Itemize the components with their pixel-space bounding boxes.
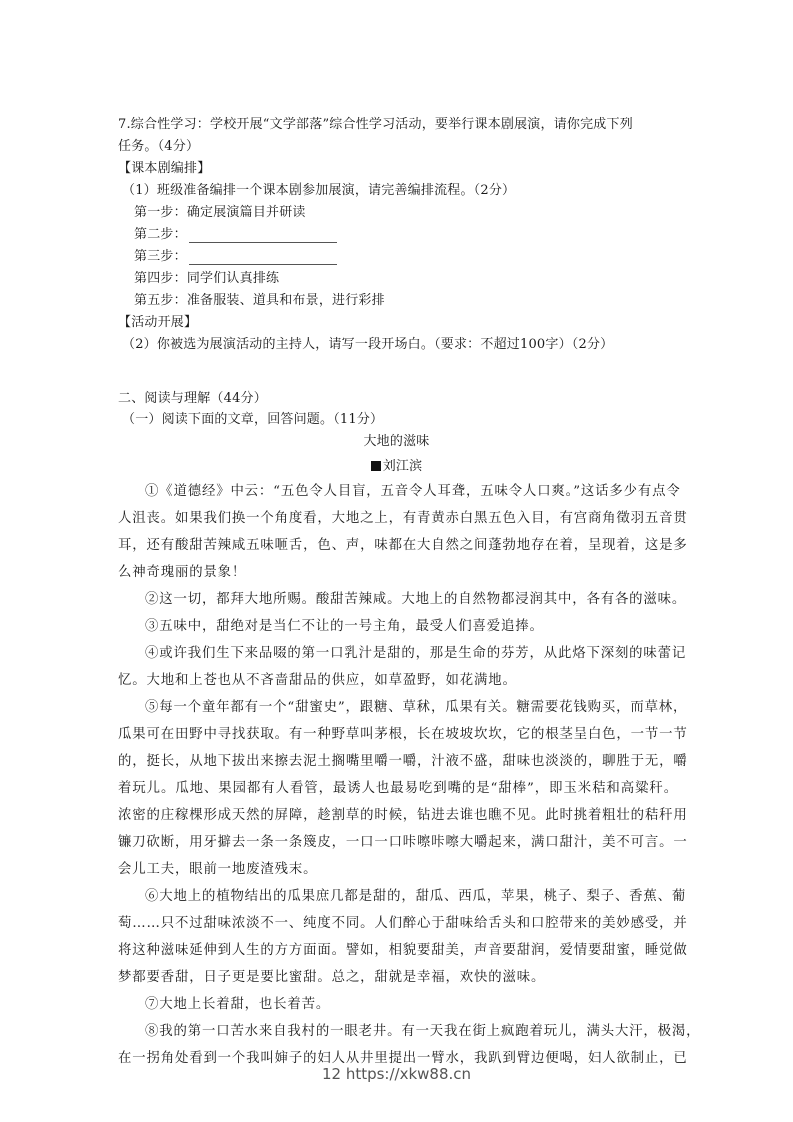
author-name: 刘江滨 <box>382 459 423 474</box>
article-line: 瓜果可在田野中寻找获取。有一种野草叫茅根，长在坡坡坎坎，它的根茎呈白色，一节一节 <box>118 727 688 742</box>
step-label: 第三步： <box>134 249 187 264</box>
article-line: 人沮丧。如果我们换一个角度看，大地之上，有青黄赤白黑五色入目，有宫商角徵羽五音贯 <box>118 511 688 526</box>
article-line: ②这一切，都拜大地所赐。酸甜苦辣咸。大地上的自然物都浸润其中，各有各的滋味。 <box>145 592 687 607</box>
article-line: 么神奇瑰丽的景象！ <box>118 565 247 580</box>
step-4 <box>134 271 279 287</box>
page-footer <box>0 1065 793 1083</box>
article-line: 萄……只不过甜味浓淡不一、纯度不同。人们醉心于甜味给舌头和口腔带来的美妙感受，并 <box>118 916 688 931</box>
section-heading-activity: 【活动开展】 <box>118 315 198 330</box>
question-7-line-2: 任务。（4分） <box>118 139 200 154</box>
step-text: 确定展演篇目并研读 <box>186 205 306 220</box>
page-number: 12 <box>321 1065 342 1083</box>
step-label: 第五步： <box>134 293 187 308</box>
article-line: 着玩儿。瓜地、果园都有人看管，最诱人也最易吃到嘴的是“甜棒”，即玉米秸和高粱秆。 <box>118 781 678 796</box>
article-author <box>0 459 793 475</box>
section-heading-script-arrangement: 【课本剧编排】 <box>118 161 211 176</box>
article-line: ①《道德经》中云：“五色令人目盲，五音令人耳聋，五味令人口爽。”这话多少有点令 <box>145 484 681 499</box>
step-3 <box>134 249 337 265</box>
square-bullet-icon <box>371 461 381 471</box>
article-line: 耳，还有酸甜苦辣咸五味咂舌，色、声，味都在大自然之间蓬勃地存在着，呈现着，这是多 <box>118 538 688 553</box>
article-line: 在一拐角处看到一个我叫婶子的妇人从井里提出一臂水，我趴到臂边便喝，妇人欲制止，已 <box>118 1051 688 1066</box>
question-7-line-1: 7.综合性学习：学校开展“文学部落”综合性学习活动，要举行课本剧展演，请你完成下列 <box>118 117 633 132</box>
step-label: 第四步： <box>134 271 187 286</box>
article-title: 大地的滋味 <box>363 434 430 449</box>
article-line: ④或许我们生下来品啜的第一口乳汁是甜的，那是生命的芬芳，从此烙下深刻的味蕾记 <box>145 646 687 661</box>
answer-blank-step-2[interactable] <box>189 230 337 243</box>
article-line: ⑧我的第一口苦水来自我村的一眼老井。有一天我在街上疯跑着玩儿，满头大汗，极渴， <box>145 1024 701 1039</box>
article-line: ⑥大地上的植物结出的瓜果庶几都是甜的，甜瓜、西瓜，苹果，桃子、梨子、香蕉、葡 <box>145 889 687 904</box>
part-2-sub-heading: （一）阅读下面的文章，回答问题。（11分） <box>122 412 384 427</box>
article-line: 镰刀砍断，用牙擗去一条一条篾皮，一口一口咔嚓咔嚓大嚼起来，满口甜汁，美不可言。一 <box>118 835 688 850</box>
article-line: 将这种滋味延伸到人生的方方面面。譬如，相貌要甜美，声音要甜润，爱情要甜蜜，睡觉做 <box>118 943 688 958</box>
article-line: 梦都要香甜，日子更是要比蜜甜。总之，甜就是幸福，欢快的滋味。 <box>118 970 546 985</box>
question-7-part-1: （1）班级准备编排一个课本剧参加展演，请完善编排流程。（2分） <box>122 183 516 198</box>
answer-blank-step-3[interactable] <box>189 252 337 265</box>
article-line: ③五味中，甜绝对是当仁不让的一号主角，最受人们喜爱追捧。 <box>145 619 544 634</box>
part-2-heading: 二、阅读与理解（44分） <box>118 391 267 406</box>
step-text: 准备服装、道具和布景，进行彩排 <box>186 293 385 308</box>
footer-url[interactable]: https://xkw88.cn <box>345 1065 472 1083</box>
article-line: 的，挺长，从地下拔出来擦去泥土搁嘴里嚼一嚼，汁液不盛，甜味也淡淡的，聊胜于无，嚼 <box>118 754 688 769</box>
article-line: 浓密的庄稼棵形成天然的屏障，趁割草的时候，钻进去谁也瞧不见。此时挑着粗壮的秸秆用 <box>118 808 688 823</box>
step-label: 第一步： <box>134 205 187 220</box>
step-text: 同学们认真排练 <box>186 271 280 286</box>
step-label: 第二步： <box>134 227 187 242</box>
article-line: 会儿工夫，眼前一地废渣残末。 <box>118 862 318 877</box>
question-7-part-2: （2）你被选为展演活动的主持人，请写一段开场白。（要求：不超过100字）（2分） <box>122 337 614 352</box>
step-2 <box>134 227 337 243</box>
step-5 <box>134 293 385 309</box>
article-line: ⑤每一个童年都有一个“甜蜜史”，跟糖、草秫，瓜果有关。糖需要花钱购买，而草林， <box>145 700 688 715</box>
step-1 <box>134 205 306 221</box>
article-line: 忆。大地和上苍也从不吝啬甜品的供应，如草盈野，如花满地。 <box>118 673 517 688</box>
article-line: ⑦大地上长着甜，也长着苦。 <box>145 997 331 1012</box>
